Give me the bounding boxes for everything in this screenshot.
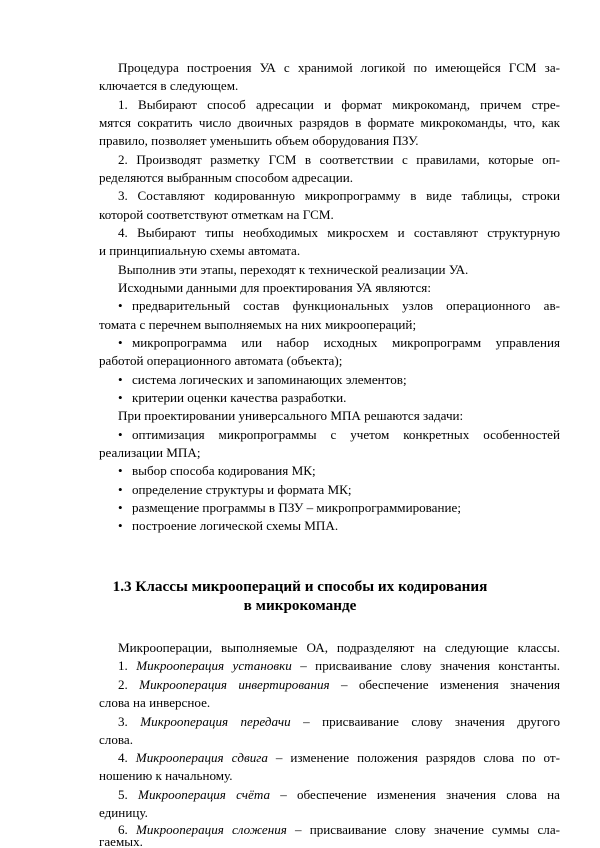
text-line: 4. Выбирают типы необходимых микросхем и составляют структурную — [118, 225, 560, 240]
text-line: ношению к начальному. — [99, 768, 233, 783]
bullet-icon: • — [118, 500, 123, 515]
text-line: ключается в следующем. — [99, 78, 239, 93]
bullet-icon: • — [118, 482, 123, 497]
bullet-icon: • — [118, 390, 123, 405]
list-item: • микропрограмма или набор исходных микропрограмм управления — [118, 335, 560, 350]
list-item: 4. Микрооперация сдвига – изменение положения разрядов слова по от- — [118, 750, 560, 765]
list-item: • определение структуры и формата МК; — [118, 482, 352, 497]
bullet-icon: • — [118, 372, 123, 387]
text-line: Исходными данными для проектирования УА являются: — [118, 280, 431, 295]
text-line: ределяются выбранным способом адресации. — [99, 170, 353, 185]
text-line: работой операционного автомата (объекта); — [99, 353, 343, 368]
list-item: • система логических и запоминающих элементов; — [118, 372, 407, 387]
text-line: реализации МПА; — [99, 445, 201, 460]
list-item: 5. Микрооперация счёта – обеспечение изменения значения слова на — [118, 787, 560, 802]
bullet-icon: • — [118, 518, 123, 533]
text-line: единицу. — [99, 805, 148, 820]
text-line: слова на инверсное. — [99, 695, 211, 710]
text-line: 3. Составляют кодированную микропрограмму в виде таблицы, строки — [118, 188, 560, 203]
text-line: слова. — [99, 732, 133, 747]
text-line: мятся сократить число двоичных разрядов в формате микрокоманды, что, как — [99, 115, 560, 130]
text-line: гаемых. — [99, 834, 143, 848]
text-line: томата с перечнем выполняемых на них микроопераций; — [99, 317, 417, 332]
section-heading: в микрокоманде — [243, 597, 357, 614]
text-line: 1. Выбирают способ адресации и формат микрокоманд, причем стре- — [118, 97, 560, 112]
list-item: • оптимизация микропрограммы с учетом конкретных особенностей — [118, 427, 560, 442]
list-item: • размещение программы в ПЗУ – микропрограммирование; — [118, 500, 461, 515]
text-line: которой соответствуют отметкам на ГСМ. — [99, 207, 334, 222]
list-item: 1. Микрооперация установки – присваивание слову значения константы. — [118, 658, 560, 673]
section-heading: 1.3 Классы микроопераций и способы их кодирования — [112, 578, 488, 595]
text-line: Микрооперации, выполняемые ОА, подразделяют на следующие классы. — [118, 640, 560, 655]
text-line: Процедура построения УА с хранимой логикой по имеющейся ГСМ за- — [118, 60, 560, 75]
list-item: • построение логической схемы МПА. — [118, 518, 339, 533]
bullet-icon: • — [118, 298, 123, 313]
list-item: 2. Микрооперация инвертирования – обеспечение изменения значения — [118, 677, 561, 692]
text-line: Выполнив эти этапы, переходят к технической реализации УА. — [118, 262, 469, 277]
text-line: и принципиальную схемы автомата. — [99, 243, 301, 258]
text-line: правило, позволяет уменьшить объем оборудования ПЗУ. — [99, 133, 419, 148]
bullet-icon: • — [118, 463, 123, 478]
list-item: • выбор способа кодирования МК; — [118, 463, 316, 478]
bullet-icon: • — [118, 335, 123, 350]
bullet-icon: • — [118, 427, 123, 442]
text-line: 2. Производят разметку ГСМ в соответствии с правилами, которые оп- — [118, 152, 560, 167]
text-line: При проектировании универсального МПА решаются задачи: — [118, 408, 464, 423]
list-item: • критерии оценки качества разработки. — [118, 390, 347, 405]
list-item: • предварительный состав функциональных узлов операционного ав- — [118, 298, 560, 313]
list-item: 3. Микрооперация передачи – присваивание слову значения другого — [118, 714, 560, 729]
list-item: 6. Микрооперация сложения – присваивание слову значение суммы сла- — [118, 822, 560, 837]
